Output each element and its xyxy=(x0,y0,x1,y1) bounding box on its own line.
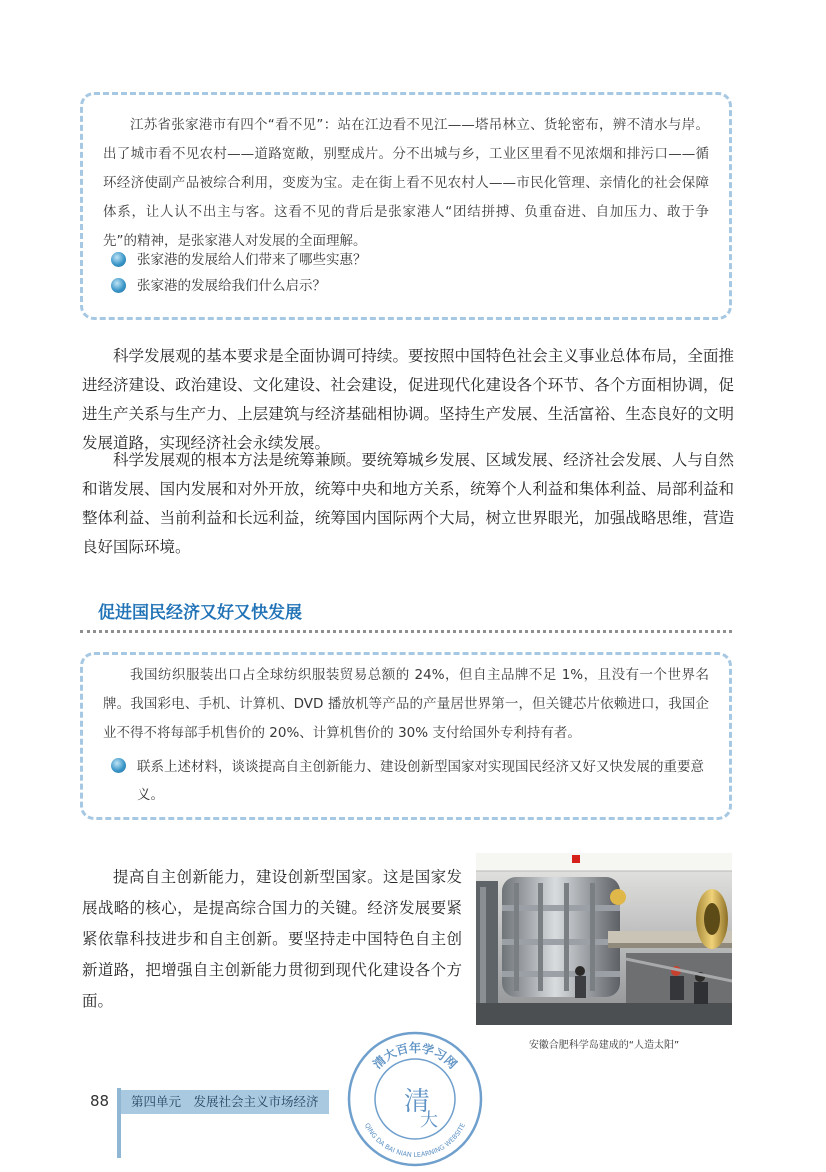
innovation-paragraph: 提高自主创新能力，建设创新型国家。这是国家发展战略的核心，是提高综合国力的关键。经济发展要紧紧依靠科技进步和自主创新。要坚持走中国特色自主创新道路，把增强自主创新能力贯彻到现代化建设各个方面。 xyxy=(82,868,462,1010)
case-box xyxy=(80,92,732,320)
svg-text:清: 清 xyxy=(404,1087,431,1117)
heading-divider xyxy=(80,630,732,633)
case-question-text: 张家港的发展给我们什么启示？ xyxy=(137,278,326,294)
unit-label: 第四单元 发展社会主义市场经济 xyxy=(121,1090,329,1114)
case-question xyxy=(111,273,709,299)
bullet-icon xyxy=(111,758,126,773)
info-paragraph: 我国纺织服装出口占全球纺织服装贸易总额的 24%，但自主品牌不足 1%，且没有一个世界名牌。我国彩电、手机、计算机、DVD 播放机等产品的产量居世界第一，但关键芯片依赖进口，我国企业不得不将每部手机售价的 20%、计算机售价的 30% 支付给国外专利持有者。 xyxy=(103,667,709,741)
info-box xyxy=(80,652,732,820)
body-paragraph: 科学发展观的根本方法是统筹兼顾。要统筹城乡发展、区域发展、经济社会发展、人与自然和谐发展、国内发展和对外开放，统筹中央和地方关系，统筹个人利益和集体利益、局部利益和整体利益、当前利益和长远利益，统筹国内国际两个大局，树立世界眼光，加强战略思维，营造良好国际环境。 xyxy=(82,451,734,556)
case-question xyxy=(111,247,709,273)
info-question-text: 联系上述材料，谈谈提高自主创新能力、建设创新型国家对实现国民经济又好又快发展的重要意义。 xyxy=(137,759,704,803)
svg-text:大: 大 xyxy=(420,1110,438,1131)
page-number: 88 xyxy=(90,1092,110,1110)
section-heading: 促进国民经济又好又快发展 xyxy=(98,603,302,623)
bullet-icon xyxy=(111,252,126,267)
case-paragraph: 江苏省张家港市有四个“看不见”：站在江边看不见江——塔吊林立、货轮密布，辨不清水与岸。出了城市看不见农村——道路宽敞，别墅成片。分不出城与乡，工业区里看不见浓烟和排污口——循环经济使副产品被综合利用，变废为宝。走在街上看不见农村人——市民化管理、亲情化的社会保障体系，让人认不出主与客。这看不见的背后是张家港人“团结拼搏、负重奋进、自加压力、敢于争先”的精神，是张家港人对发展的全面理解。 xyxy=(103,117,709,249)
watermark-logo xyxy=(346,1030,484,1168)
bullet-icon xyxy=(111,278,126,293)
info-question xyxy=(111,753,709,809)
fusion-facility-illustration xyxy=(476,853,732,1025)
case-question-text: 张家港的发展给人们带来了哪些实惠？ xyxy=(137,252,367,268)
svg-text:QING DA BAI NIAN LEARNING WEBS: QING DA BAI NIAN LEARNING WEBSITE xyxy=(362,1121,468,1160)
svg-text:清大百年学习网: 清大百年学习网 xyxy=(370,1041,460,1072)
body-paragraph: 科学发展观的基本要求是全面协调可持续。要按照中国特色社会主义事业总体布局，全面推进经济建设、政治建设、文化建设、社会建设，促进现代化建设各个环节、各个方面相协调，促进生产关系与生产力、上层建筑与经济基础相协调。坚持生产发展、生活富裕、生态良好的文明发展道路，实现经济社会永续发展。 xyxy=(82,347,734,452)
watermark-seal xyxy=(346,1030,484,1168)
fusion-facility-photo xyxy=(476,853,732,1025)
photo-caption: 安徽合肥科学岛建成的“人造太阳” xyxy=(528,1040,680,1051)
